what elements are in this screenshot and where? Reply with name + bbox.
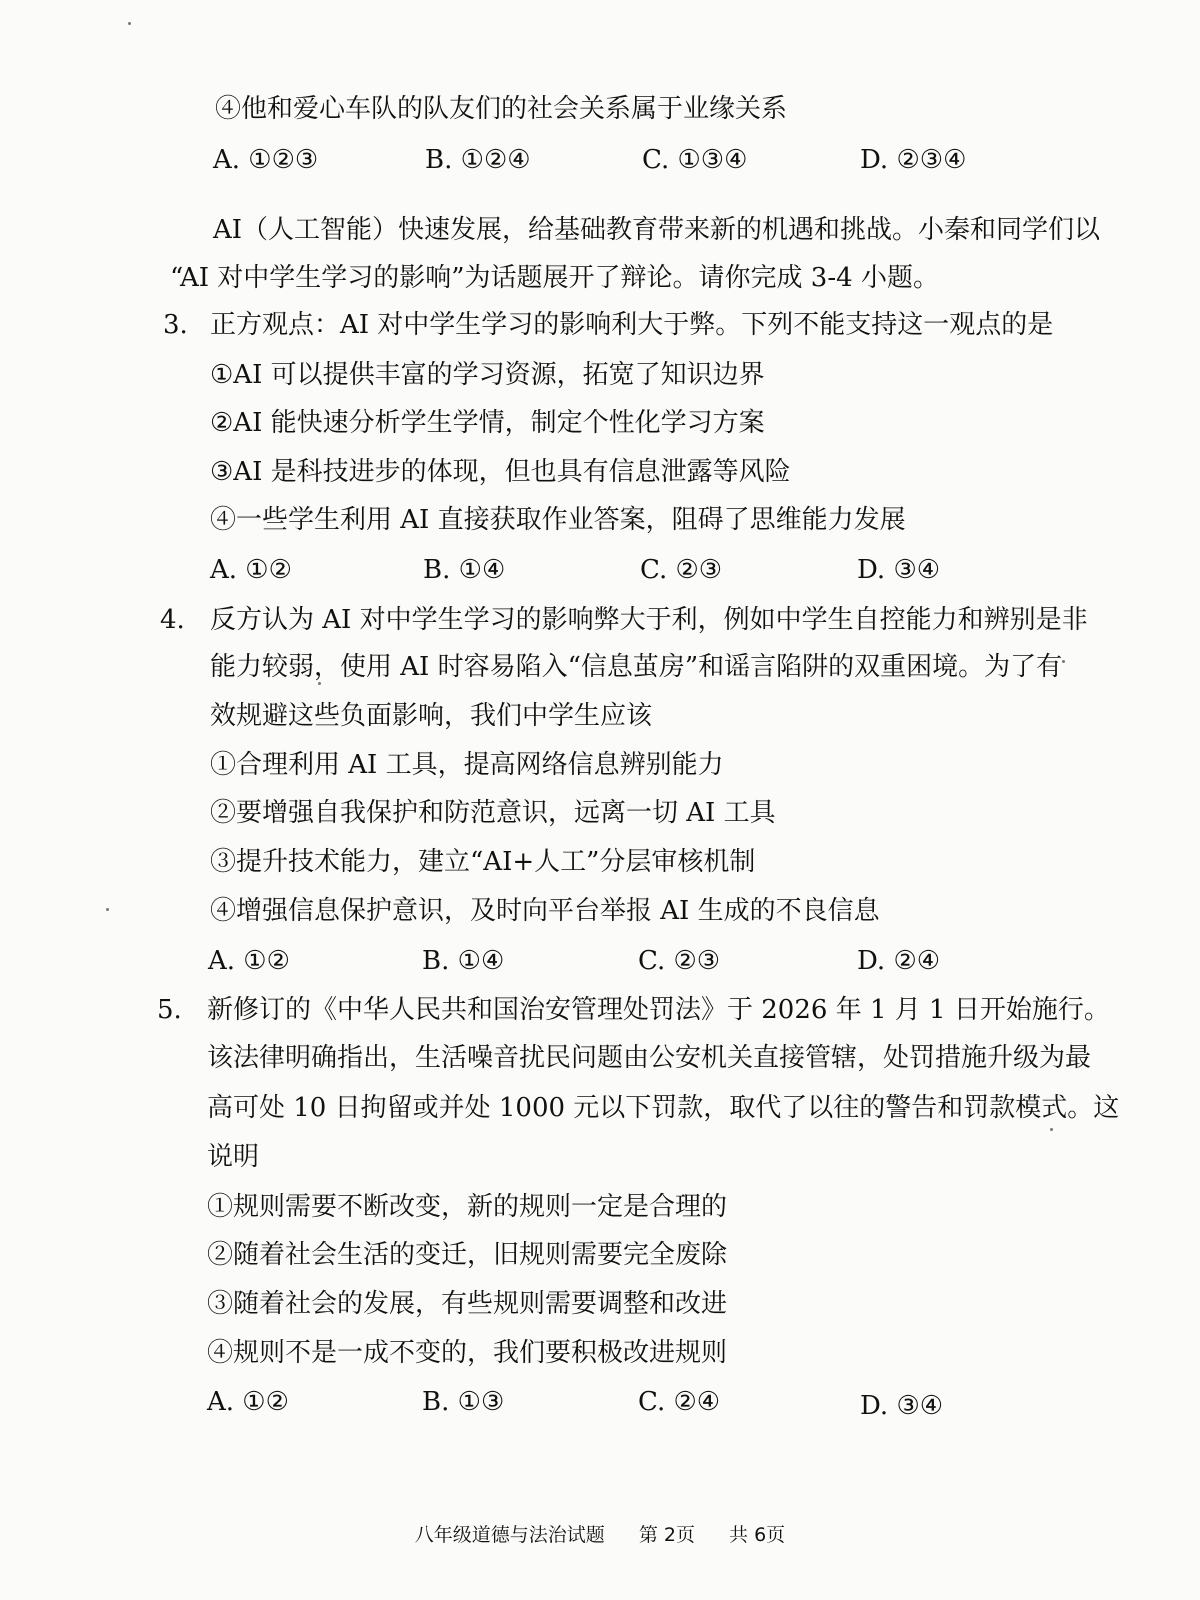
q4-option-a: A. ①②: [208, 946, 290, 976]
footer-page-number: 第 2页: [638, 1524, 695, 1546]
intro-line-1: AI（人工智能）快速发展，给基础教育带来新的机遇和挑战。小秦和同学们以: [213, 215, 1101, 245]
q5-option-c: C. ②④: [638, 1387, 721, 1417]
q4-option-d: D. ②④: [857, 946, 941, 976]
q4-stem-line-1: 反方认为 AI 对中学生学习的影响弊大于利，例如中学生自控能力和辨别是非: [210, 605, 1088, 635]
q4-item-3: ③提升技术能力，建立“AI+人工”分层审核机制: [210, 847, 756, 877]
q2-option-b: B. ①②④: [425, 145, 531, 175]
q5-item-3: ③随着社会的发展，有些规则需要调整和改进: [207, 1289, 728, 1319]
q4-item-4: ④增强信息保护意识，及时向平台举报 AI 生成的不良信息: [210, 896, 880, 926]
q5-option-a: A. ①②: [207, 1387, 289, 1417]
q3-options: [0, 553, 1200, 587]
q5-stem-line-2: 该法律明确指出，生活噪音扰民问题由公安机关直接管辖，处罚措施升级为最: [207, 1043, 1092, 1073]
page-footer: [0, 1522, 1200, 1548]
q3-stem: 正方观点：AI 对中学生学习的影响利大于弊。下列不能支持这一观点的是: [210, 310, 1054, 340]
scan-speck: [106, 908, 109, 911]
q4-option-b: B. ①④: [422, 946, 505, 976]
q3-item-2: ②AI 能快速分析学生学情，制定个性化学习方案: [210, 408, 765, 438]
q3-option-d: D. ③④: [857, 555, 941, 585]
q2-option-a: A. ①②③: [213, 145, 319, 175]
q3-number: 3.: [163, 310, 188, 340]
q2-item-4: ④他和爱心车队的队友们的社会关系属于业缘关系: [215, 94, 788, 124]
q5-item-4: ④规则不是一成不变的，我们要积极改进规则: [207, 1338, 728, 1368]
q5-stem-line-4: 说明: [207, 1142, 260, 1172]
footer-subject: 八年级道德与法治试题: [414, 1524, 605, 1546]
q3-item-3: ③AI 是科技进步的体现，但也具有信息泄露等风险: [210, 457, 791, 487]
q4-option-c: C. ②③: [638, 946, 721, 976]
q3-option-b: B. ①④: [423, 555, 506, 585]
q3-item-1: ①AI 可以提供丰富的学习资源，拓宽了知识边界: [210, 360, 765, 390]
q2-option-c: C. ①③④: [642, 145, 748, 175]
q5-options: [0, 1385, 1200, 1419]
q4-options: [0, 944, 1200, 978]
q3-item-4: ④一些学生利用 AI 直接获取作业答案，阻碍了思维能力发展: [210, 505, 906, 535]
q5-item-1: ①规则需要不断改变，新的规则一定是合理的: [207, 1192, 728, 1222]
q4-number: 4.: [160, 605, 185, 635]
q2-options: [0, 143, 1200, 177]
scan-speck: [1050, 1128, 1053, 1131]
footer-total-pages: 共 6页: [729, 1524, 786, 1546]
q4-stem-line-2: 能力较弱，使用 AI 时容易陷入“信息茧房”和谣言陷阱的双重困境。为了有: [210, 652, 1063, 682]
q5-option-d: D. ③④: [860, 1391, 944, 1421]
q3-option-c: C. ②③: [640, 555, 723, 585]
scan-speck: [318, 682, 321, 685]
q5-stem-line-1: 新修订的《中华人民共和国治安管理处罚法》于 2026 年 1 月 1 日开始施行。: [207, 995, 1110, 1025]
q3-option-a: A. ①②: [210, 555, 292, 585]
q5-stem-line-3: 高可处 10 日拘留或并处 1000 元以下罚款，取代了以往的警告和罚款模式。这: [207, 1093, 1120, 1123]
q2-option-d: D. ②③④: [860, 145, 967, 175]
q5-option-b: B. ①③: [422, 1387, 505, 1417]
q4-item-1: ①合理利用 AI 工具，提高网络信息辨别能力: [210, 750, 724, 780]
scan-speck: [1062, 660, 1065, 663]
q4-item-2: ②要增强自我保护和防范意识，远离一切 AI 工具: [210, 798, 776, 828]
q5-item-2: ②随着社会生活的变迁，旧规则需要完全废除: [207, 1240, 728, 1270]
intro-line-2: “AI 对中学生学习的影响”为话题展开了辩论。请你完成 3-4 小题。: [170, 263, 939, 293]
q4-stem-line-3: 效规避这些负面影响，我们中学生应该: [210, 701, 653, 731]
scan-speck: [128, 22, 131, 25]
q5-number: 5.: [157, 995, 182, 1025]
